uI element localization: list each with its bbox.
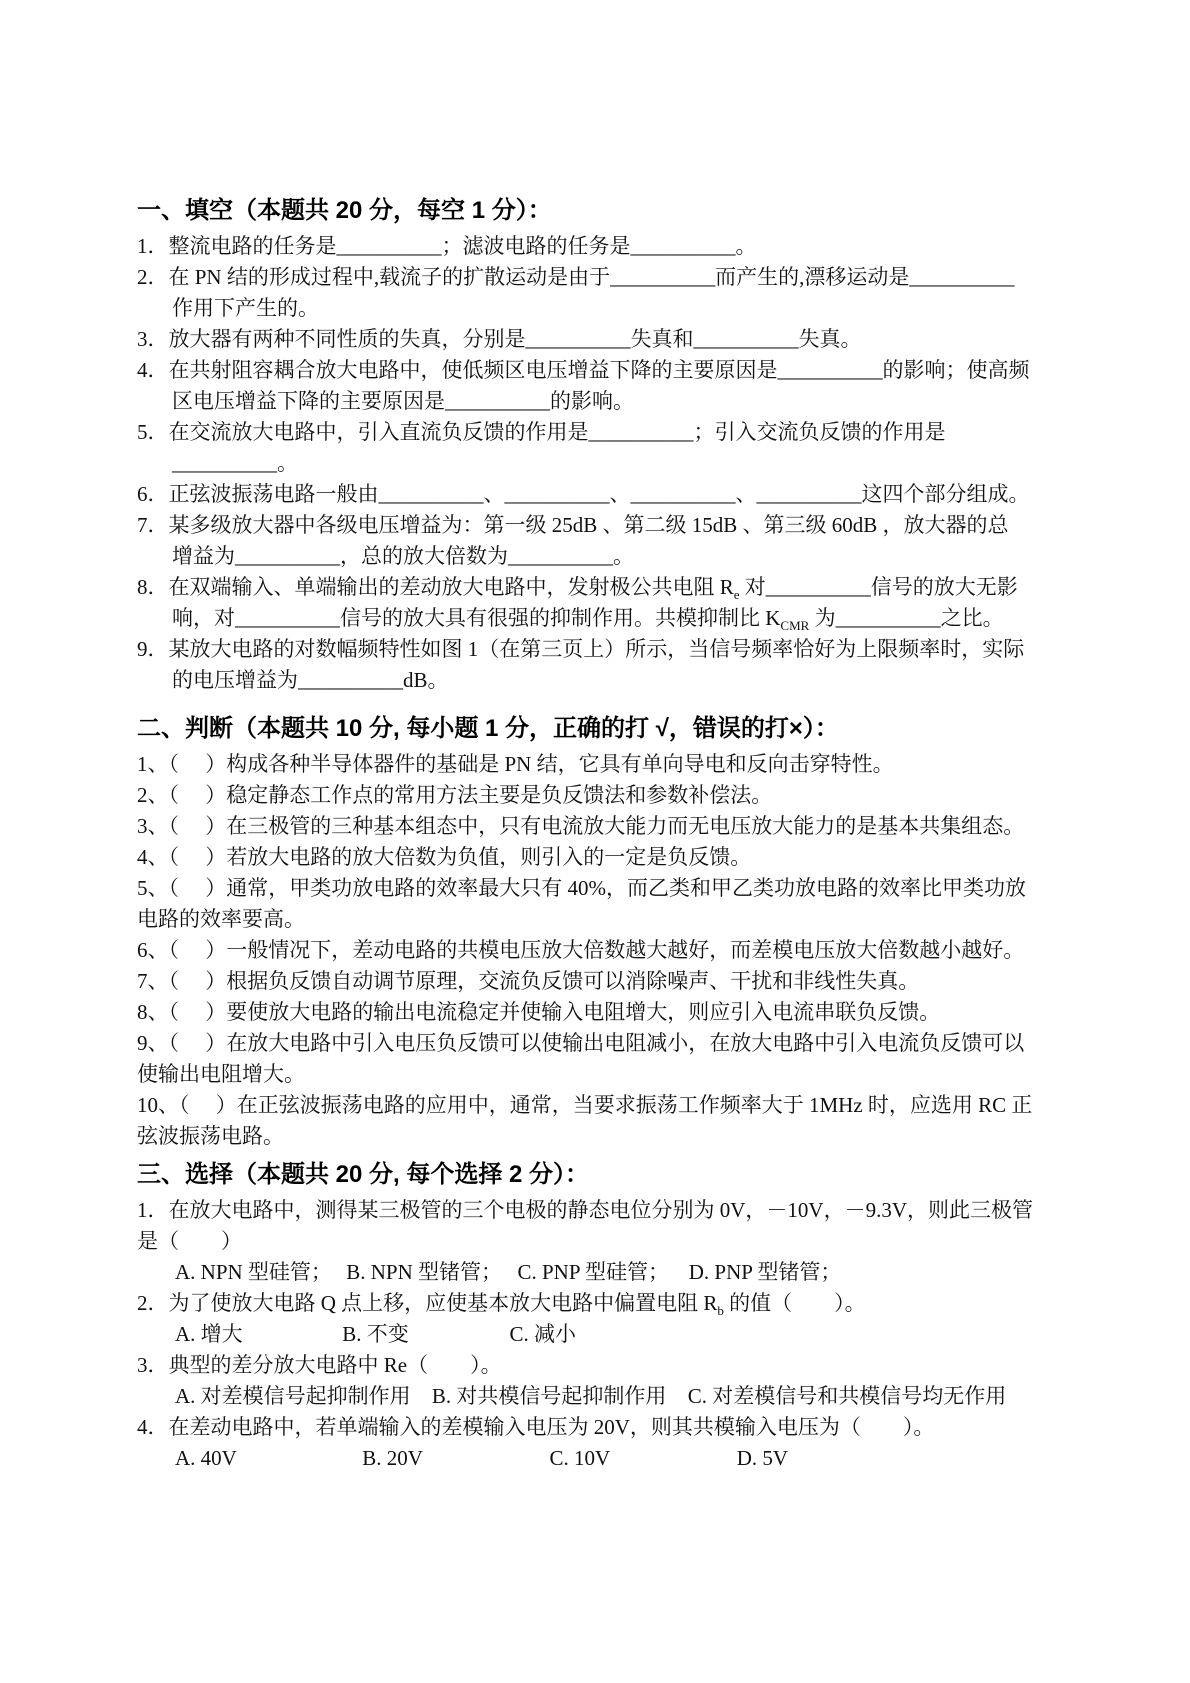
choice-q3: 3．典型的差分放大电路中 Re（ ）。	[137, 1353, 502, 1377]
judge-item-4: 4、（ ）若放大电路的放大倍数为负值，则引入的一定是负反馈。	[137, 845, 752, 869]
option-a: A. 对差模信号起抑制作用	[175, 1384, 411, 1408]
judge-item-2: 2、（ ）稳定静态工作点的常用方法主要是负反馈法和参数补偿法。	[137, 783, 773, 807]
judge-item-8: 8、（ ）要使放大电路的输出电流稳定并使输入电阻增大，则应引入电流串联负反馈。	[137, 1000, 941, 1024]
choice-q2-options	[137, 1319, 1067, 1350]
choice-q2	[137, 1288, 1067, 1319]
choice-q4: 4．在差动电路中，若单端输入的差模输入电压为 20V，则其共模输入电压为（ ）。	[137, 1415, 935, 1439]
fill-item-8-text: 响，对__________信号的放大具有很强的抑制作用。共模抑制比 K	[172, 606, 781, 630]
option-b: B. 不变	[342, 1322, 409, 1346]
fill-item-4: 4．在共射阻容耦合放大电路中，使低频区电压增益下降的主要原因是__________的影响；使高频	[137, 358, 1030, 382]
option-c: C. PNP 型硅管；	[517, 1260, 670, 1284]
fill-item-7: 7．某多级放大器中各级电压增益为：第一级 25dB 、第二级 15dB 、第三级 60dB ，放大器的总	[137, 513, 1009, 537]
judge-item-9: 9、（ ）在放大电路中引入电压负反馈可以使输出电阻减小，在放大电路中引入电流负反馈可以	[137, 1031, 1025, 1055]
fill-item-8-text: 为__________之比。	[809, 606, 1004, 630]
fill-item-2-cont: 作用下产生的。	[172, 296, 319, 320]
choice-q2-text: 2．为了使放大电路 Q 点上移，应使基本放大电路中偏置电阻 R	[137, 1291, 718, 1315]
fill-item-8	[137, 572, 1067, 603]
choice-q3-options	[137, 1381, 1067, 1412]
fill-item-9: 9．某放大电路的对数幅频特性如图 1（在第三页上）所示，当信号频率恰好为上限频率时，实际	[137, 637, 1025, 661]
choice-q4-options	[137, 1443, 1067, 1474]
option-c: C. 对差模信号和共模信号均无作用	[687, 1384, 1007, 1408]
option-a: A. NPN 型硅管；	[175, 1260, 332, 1284]
section-choice	[137, 1195, 1067, 1474]
fill-item-8-text: 对__________信号的放大无影	[739, 575, 1018, 599]
judge-item-1: 1、（ ）构成各种半导体器件的基础是 PN 结，它具有单向导电和反向击穿特性。	[137, 752, 894, 776]
option-d: D. PNP 型锗管；	[688, 1260, 842, 1284]
judge-item-6: 6、（ ）一般情况下，差动电路的共模电压放大倍数越大越好，而差模电压放大倍数越小越好。	[137, 938, 1025, 962]
fill-item-7-cont: 增益为__________，总的放大倍数为__________。	[172, 544, 634, 568]
judge-item-3: 3、（ ）在三极管的三种基本组态中，只有电流放大能力而无电压放大能力的是基本共集组态。	[137, 814, 1025, 838]
option-b: B. 对共模信号起抑制作用	[431, 1384, 667, 1408]
fill-item-4-cont: 区电压增益下降的主要原因是__________的影响。	[172, 389, 634, 413]
option-c: C. 10V	[549, 1446, 611, 1470]
option-c: C. 减小	[509, 1322, 577, 1346]
option-d: D. 5V	[736, 1446, 789, 1470]
choice-q1-options	[137, 1257, 1067, 1288]
section-fill-heading: 一、填空（本题共 20 分，每空 1 分）：	[137, 197, 552, 224]
fill-item-5-cont: __________。	[172, 451, 298, 475]
section-judge	[137, 749, 1067, 1152]
fill-item-8-cont	[137, 603, 1067, 634]
section-judge-heading: 二、判断（本题共 10 分, 每小题 1 分，正确的打 √，错误的打×）：	[137, 715, 839, 742]
choice-q1: 1．在放大电路中，测得某三极管的三个电极的静态电位分别为 0V，－10V，－9.3V，则此三极管	[137, 1198, 1033, 1222]
subscript-e: e	[733, 587, 740, 603]
fill-item-3: 3．放大器有两种不同性质的失真，分别是__________失真和__________失真。	[137, 327, 862, 351]
judge-item-5-cont: 电路的效率要高。	[137, 907, 305, 931]
judge-item-10-cont: 弦波振荡电路。	[137, 1124, 284, 1148]
judge-item-10: 10、（ ）在正弦波振荡电路的应用中，通常，当要求振荡工作频率大于 1MHz 时，应选用 RC 正	[137, 1093, 1033, 1117]
choice-q1-cont: 是（ ）	[137, 1229, 242, 1253]
fill-item-5: 5．在交流放大电路中，引入直流负反馈的作用是__________；引入交流负反馈的作用是	[137, 420, 946, 444]
fill-item-9-cont: 的电压增益为__________dB。	[172, 668, 449, 692]
fill-item-1: 1．整流电路的任务是__________；滤波电路的任务是__________。	[137, 234, 757, 258]
judge-item-9-cont: 使输出电阻增大。	[137, 1062, 305, 1086]
judge-item-5: 5、（ ）通常，甲类功放电路的效率最大只有 40%，而乙类和甲乙类功放电路的效率比甲类功放	[137, 876, 1026, 900]
subscript-cmr: CMR	[780, 618, 810, 634]
option-a: A. 40V	[175, 1446, 237, 1470]
subscript-b: b	[717, 1303, 724, 1319]
option-b: B. 20V	[362, 1446, 423, 1470]
fill-item-2: 2．在 PN 结的形成过程中,载流子的扩散运动是由于__________而产生的,漂移运动是__________	[137, 265, 1015, 289]
option-b: B. NPN 型锗管；	[346, 1260, 503, 1284]
judge-item-7: 7、（ ）根据负反馈自动调节原理，交流负反馈可以消除噪声、干扰和非线性失真。	[137, 969, 920, 993]
section-choice-heading: 三、选择（本题共 20 分, 每个选择 2 分）：	[137, 1161, 590, 1188]
fill-item-8-text: 8．在双端输入、单端输出的差动放大电路中，发射极公共电阻 R	[137, 575, 734, 599]
section-fill	[137, 231, 1067, 696]
option-a: A. 增大	[175, 1322, 243, 1346]
choice-q2-text: 的值（ ）。	[723, 1291, 866, 1315]
page-content	[137, 194, 1067, 1474]
fill-item-6: 6．正弦波振荡电路一般由__________、__________、__________、__________这四个部分组成。	[137, 482, 1030, 506]
